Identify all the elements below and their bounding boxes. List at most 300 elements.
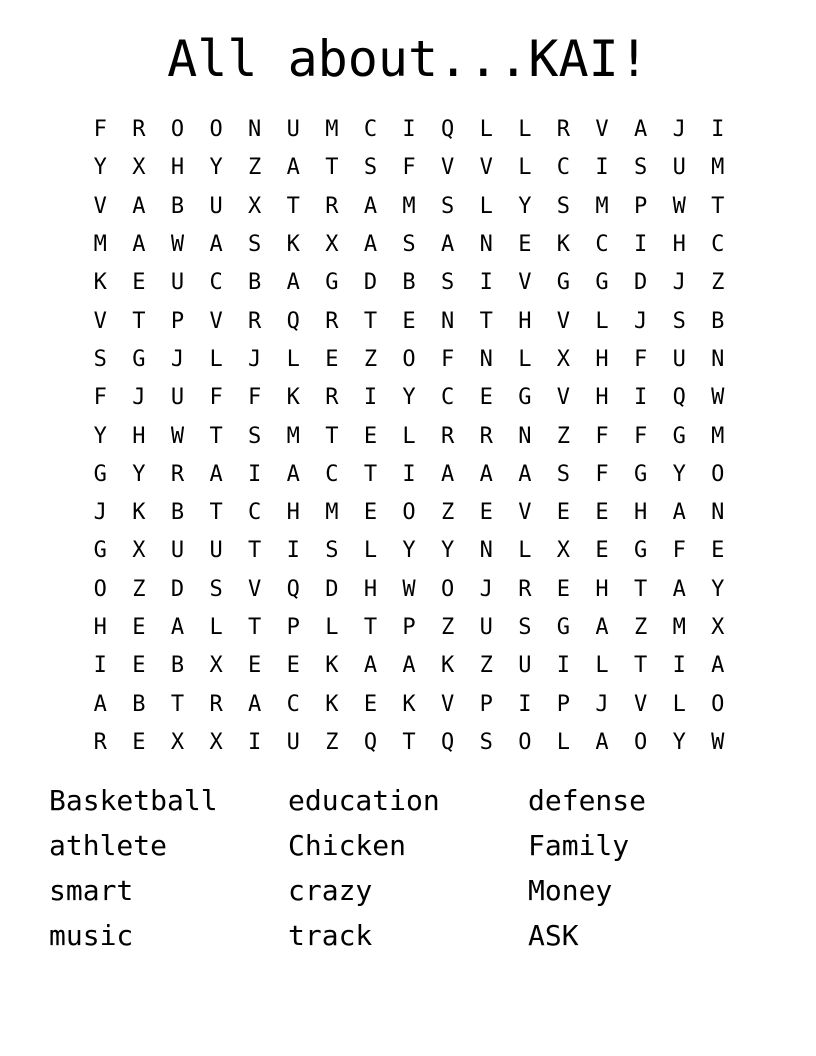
grid-cell: Z [441, 500, 455, 526]
grid-cell: A [363, 653, 378, 679]
grid-cell: R [325, 385, 339, 411]
grid-cell: A [441, 461, 455, 487]
grid-cell: H [132, 423, 146, 449]
grid-cell: P [479, 691, 493, 717]
grid-row [81, 111, 737, 149]
word-list-item: Basketball [49, 784, 218, 818]
grid-cell: J [248, 346, 262, 372]
grid-cell: P [556, 691, 571, 717]
grid-cell: H [595, 385, 609, 411]
grid-cell: A [711, 653, 725, 679]
word-list-item: athlete [49, 829, 168, 863]
grid-cell: F [93, 385, 107, 411]
grid-cell: A [363, 232, 378, 258]
grid-cell: K [132, 500, 146, 526]
grid-cell: B [170, 193, 185, 219]
grid-cell: A [672, 500, 686, 526]
grid-cell: M [286, 423, 300, 449]
grid-cell: G [556, 615, 571, 640]
grid-cell: U [672, 155, 686, 181]
grid-cell: E [132, 270, 146, 296]
grid-cell: L [595, 308, 609, 334]
grid-cell: S [441, 270, 455, 296]
grid-cell: M [402, 193, 416, 219]
word-list-item: Chicken [288, 829, 407, 863]
grid-cell: V [633, 691, 648, 717]
grid-cell: H [633, 500, 648, 526]
grid-cell: Y [93, 155, 107, 181]
grid-row [81, 379, 737, 417]
grid-cell: Y [132, 461, 146, 487]
grid-cell: L [286, 346, 300, 372]
grid-cell: T [248, 538, 262, 564]
grid-cell: A [633, 117, 648, 143]
grid-cell: V [441, 691, 455, 717]
grid-cell: T [402, 729, 416, 755]
grid-cell: Z [633, 615, 648, 640]
grid-cell: I [633, 232, 648, 258]
grid-cell: V [479, 155, 493, 181]
grid-cell: T [633, 653, 648, 679]
grid-cell: X [132, 155, 146, 181]
grid-cell: H [595, 576, 609, 602]
grid-cell: O [402, 346, 416, 372]
grid-cell: Z [711, 270, 725, 296]
grid-cell: I [518, 691, 532, 717]
grid-cell: S [518, 615, 532, 640]
grid-cell: C [248, 500, 262, 526]
grid-cell: N [441, 308, 455, 334]
grid-cell: J [672, 270, 686, 296]
grid-cell: G [556, 270, 571, 296]
grid-row [81, 302, 737, 340]
grid-cell: P [170, 308, 185, 334]
grid-cell: B [132, 691, 146, 717]
grid-cell: K [286, 232, 300, 258]
grid-cell: A [286, 270, 300, 296]
word-list-item: defense [528, 784, 647, 818]
grid-cell: A [286, 461, 300, 487]
grid-cell: H [595, 346, 609, 372]
grid-cell: C [711, 232, 725, 258]
grid-cell: D [363, 270, 378, 296]
grid-cell: S [363, 155, 378, 181]
grid-cell: H [672, 232, 686, 258]
grid-cell: X [209, 653, 223, 679]
grid-cell: C [209, 270, 223, 296]
grid-cell: U [170, 385, 185, 411]
word-search-grid [81, 111, 737, 762]
grid-cell: K [286, 385, 300, 411]
grid-cell: K [93, 270, 107, 296]
grid-cell: U [672, 346, 686, 372]
grid-cell: Q [441, 117, 455, 143]
grid-cell: T [325, 155, 339, 181]
word-list-item: Family [528, 829, 630, 863]
grid-cell: N [711, 346, 725, 372]
grid-cell: F [633, 423, 648, 449]
grid-cell: N [248, 117, 262, 143]
grid-cell: E [556, 500, 571, 526]
grid-cell: R [518, 576, 532, 602]
grid-cell: X [556, 538, 571, 564]
grid-cell: R [132, 117, 146, 143]
grid-cell: G [633, 461, 648, 487]
grid-cell: R [170, 461, 185, 487]
grid-cell: T [209, 500, 223, 526]
grid-cell: L [518, 346, 532, 372]
grid-cell: L [556, 729, 571, 755]
grid-row [81, 571, 737, 609]
grid-cell: F [209, 385, 223, 411]
grid-cell: R [93, 729, 107, 755]
grid-cell: S [93, 346, 107, 372]
grid-cell: S [248, 423, 262, 449]
grid-cell: P [633, 193, 648, 219]
grid-cell: Z [132, 576, 146, 602]
grid-cell: O [633, 729, 648, 755]
grid-cell: M [711, 155, 725, 181]
grid-cell: F [595, 423, 609, 449]
grid-cell: J [672, 117, 686, 143]
grid-cell: R [441, 423, 455, 449]
word-list-item: music [49, 919, 134, 953]
grid-cell: M [325, 500, 339, 526]
grid-cell: K [325, 691, 339, 717]
grid-cell: B [170, 500, 185, 526]
grid-cell: I [248, 729, 262, 755]
grid-cell: L [209, 346, 223, 372]
grid-cell: J [479, 576, 493, 602]
grid-cell: W [672, 193, 686, 219]
grid-cell: L [479, 117, 493, 143]
grid-cell: E [132, 729, 146, 755]
grid-cell: F [672, 538, 686, 564]
word-list-item: Money [528, 874, 613, 908]
grid-cell: H [363, 576, 378, 602]
grid-cell: Y [209, 155, 223, 181]
grid-cell: L [595, 653, 609, 679]
grid-cell: D [170, 576, 185, 602]
grid-cell: A [363, 193, 378, 219]
grid-cell: K [556, 232, 571, 258]
grid-cell: F [402, 155, 416, 181]
grid-cell: S [556, 461, 571, 487]
grid-cell: T [132, 308, 146, 334]
grid-cell: C [441, 385, 455, 411]
grid-cell: L [209, 615, 223, 640]
grid-cell: Z [479, 653, 493, 679]
grid-cell: K [402, 691, 416, 717]
grid-cell: V [441, 155, 455, 181]
grid-cell: U [286, 729, 300, 755]
grid-cell: B [711, 308, 725, 334]
grid-cell: X [325, 232, 339, 258]
grid-cell: O [711, 461, 725, 487]
grid-cell: T [248, 615, 262, 640]
grid-cell: F [441, 346, 455, 372]
grid-cell: O [209, 117, 223, 143]
grid-cell: E [132, 653, 146, 679]
grid-cell: V [209, 308, 223, 334]
grid-cell: H [286, 500, 300, 526]
grid-cell: B [170, 653, 185, 679]
grid-cell: N [711, 500, 725, 526]
grid-cell: H [518, 308, 532, 334]
grid-cell: R [248, 308, 262, 334]
grid-cell: G [633, 538, 648, 564]
grid-cell: J [633, 308, 648, 334]
grid-cell: E [248, 653, 262, 679]
grid-cell: M [93, 232, 107, 258]
grid-cell: T [286, 193, 300, 219]
grid-cell: Q [286, 308, 300, 334]
grid-cell: E [402, 308, 416, 334]
grid-cell: Y [672, 729, 686, 755]
grid-cell: E [595, 538, 609, 564]
grid-cell: Z [325, 729, 339, 755]
word-list [49, 779, 646, 959]
grid-cell: P [402, 615, 416, 640]
grid-cell: Y [672, 461, 686, 487]
grid-cell: F [93, 117, 107, 143]
grid-cell: N [479, 232, 493, 258]
grid-cell: I [248, 461, 262, 487]
grid-cell: E [711, 538, 725, 564]
grid-cell: L [325, 615, 339, 640]
grid-cell: I [286, 538, 300, 564]
grid-cell: N [518, 423, 532, 449]
grid-row [81, 226, 737, 264]
grid-cell: F [248, 385, 262, 411]
grid-cell: T [479, 308, 493, 334]
grid-row [81, 417, 737, 455]
grid-cell: I [402, 461, 416, 487]
grid-cell: I [479, 270, 493, 296]
grid-cell: C [363, 117, 378, 143]
grid-cell: L [518, 538, 532, 564]
grid-cell: U [518, 653, 532, 679]
grid-cell: I [672, 653, 686, 679]
grid-cell: M [711, 423, 725, 449]
grid-cell: A [518, 461, 532, 487]
grid-cell: Y [402, 538, 416, 564]
grid-cell: S [209, 576, 223, 602]
grid-row [81, 609, 737, 647]
grid-row [81, 264, 737, 302]
grid-cell: A [672, 576, 686, 602]
grid-cell: C [556, 155, 571, 181]
grid-cell: B [248, 270, 262, 296]
grid-cell: T [633, 576, 648, 602]
grid-cell: V [93, 193, 107, 219]
grid-cell: X [556, 346, 571, 372]
grid-row [81, 149, 737, 187]
grid-cell: V [518, 500, 532, 526]
grid-cell: Y [402, 385, 416, 411]
grid-cell: E [479, 385, 493, 411]
grid-cell: T [363, 615, 378, 640]
grid-row [81, 456, 737, 494]
grid-row [81, 532, 737, 570]
grid-cell: P [286, 615, 300, 640]
grid-cell: M [595, 193, 609, 219]
grid-cell: S [402, 232, 416, 258]
word-list-item: education [288, 784, 440, 818]
grid-cell: L [518, 117, 532, 143]
grid-cell: A [595, 615, 609, 640]
grid-cell: L [402, 423, 416, 449]
grid-cell: M [672, 615, 686, 640]
grid-cell: I [556, 653, 571, 679]
grid-cell: G [672, 423, 686, 449]
grid-cell: B [402, 270, 416, 296]
grid-cell: S [479, 729, 493, 755]
grid-row [81, 494, 737, 532]
grid-cell: W [170, 423, 185, 449]
grid-cell: X [132, 538, 146, 564]
grid-cell: V [556, 308, 571, 334]
grid-cell: S [633, 155, 648, 181]
word-list-item: ASK [528, 919, 579, 953]
grid-cell: I [402, 117, 416, 143]
grid-cell: O [518, 729, 532, 755]
grid-cell: X [711, 615, 725, 640]
grid-row [81, 724, 737, 762]
grid-cell: W [711, 729, 725, 755]
grid-cell: H [93, 615, 107, 640]
grid-cell: U [286, 117, 300, 143]
grid-cell: I [711, 117, 725, 143]
grid-cell: M [325, 117, 339, 143]
grid-cell: Z [363, 346, 378, 372]
grid-cell: F [595, 461, 609, 487]
grid-cell: D [325, 576, 339, 602]
grid-cell: S [556, 193, 571, 219]
grid-cell: A [595, 729, 609, 755]
grid-cell: V [595, 117, 609, 143]
grid-cell: W [402, 576, 416, 602]
grid-cell: K [325, 653, 339, 679]
grid-cell: V [518, 270, 532, 296]
grid-cell: V [93, 308, 107, 334]
grid-cell: E [363, 423, 378, 449]
grid-cell: U [170, 270, 185, 296]
grid-cell: G [325, 270, 339, 296]
grid-cell: S [672, 308, 686, 334]
page-title: All about...KAI! [167, 30, 649, 88]
grid-cell: L [672, 691, 686, 717]
grid-cell: O [93, 576, 107, 602]
grid-cell: A [248, 691, 262, 717]
grid-cell: A [132, 193, 146, 219]
grid-cell: R [556, 117, 571, 143]
grid-cell: T [363, 308, 378, 334]
grid-cell: G [93, 461, 107, 487]
grid-cell: G [93, 538, 107, 564]
grid-cell: X [209, 729, 223, 755]
grid-cell: I [633, 385, 648, 411]
grid-cell: E [132, 615, 146, 640]
grid-cell: Z [556, 423, 571, 449]
grid-cell: T [209, 423, 223, 449]
grid-cell: E [595, 500, 609, 526]
grid-cell: T [711, 193, 725, 219]
grid-cell: W [170, 232, 185, 258]
grid-cell: A [209, 461, 223, 487]
grid-cell: Z [441, 615, 455, 640]
grid-cell: F [633, 346, 648, 372]
grid-cell: G [518, 385, 532, 411]
grid-cell: A [402, 653, 416, 679]
grid-cell: A [479, 461, 493, 487]
grid-cell: T [325, 423, 339, 449]
grid-row [81, 341, 737, 379]
grid-cell: E [363, 691, 378, 717]
grid-cell: J [595, 691, 609, 717]
grid-cell: Y [441, 538, 455, 564]
grid-cell: U [170, 538, 185, 564]
grid-cell: A [441, 232, 455, 258]
grid-cell: Z [248, 155, 262, 181]
grid-cell: S [248, 232, 262, 258]
grid-cell: N [479, 538, 493, 564]
grid-cell: A [132, 232, 146, 258]
grid-cell: O [441, 576, 455, 602]
grid-cell: E [363, 500, 378, 526]
grid-cell: H [170, 155, 185, 181]
grid-cell: J [93, 500, 107, 526]
grid-row [81, 647, 737, 685]
grid-cell: X [170, 729, 185, 755]
grid-cell: S [325, 538, 339, 564]
grid-cell: Q [441, 729, 455, 755]
word-list-item: crazy [288, 874, 373, 908]
grid-cell: U [209, 193, 223, 219]
grid-cell: A [209, 232, 223, 258]
grid-row [81, 685, 737, 723]
grid-cell: O [711, 691, 725, 717]
grid-cell: R [209, 691, 223, 717]
grid-cell: T [170, 691, 185, 717]
grid-cell: D [633, 270, 648, 296]
grid-cell: O [170, 117, 185, 143]
grid-cell: C [595, 232, 609, 258]
grid-cell: L [518, 155, 532, 181]
grid-cell: O [402, 500, 416, 526]
grid-cell: X [248, 193, 262, 219]
grid-cell: Q [672, 385, 686, 411]
grid-cell: L [363, 538, 378, 564]
grid-cell: E [518, 232, 532, 258]
grid-cell: U [209, 538, 223, 564]
grid-cell: J [132, 385, 146, 411]
grid-cell: K [441, 653, 455, 679]
grid-cell: U [479, 615, 493, 640]
grid-cell: I [363, 385, 378, 411]
grid-cell: I [595, 155, 609, 181]
grid-cell: A [286, 155, 300, 181]
grid-cell: I [93, 653, 107, 679]
word-list-item: track [288, 919, 373, 953]
grid-cell: C [286, 691, 300, 717]
grid-cell: E [556, 576, 571, 602]
grid-cell: E [325, 346, 339, 372]
grid-cell: Y [93, 423, 107, 449]
grid-cell: Q [363, 729, 378, 755]
grid-cell: R [479, 423, 493, 449]
grid-cell: J [170, 346, 185, 372]
